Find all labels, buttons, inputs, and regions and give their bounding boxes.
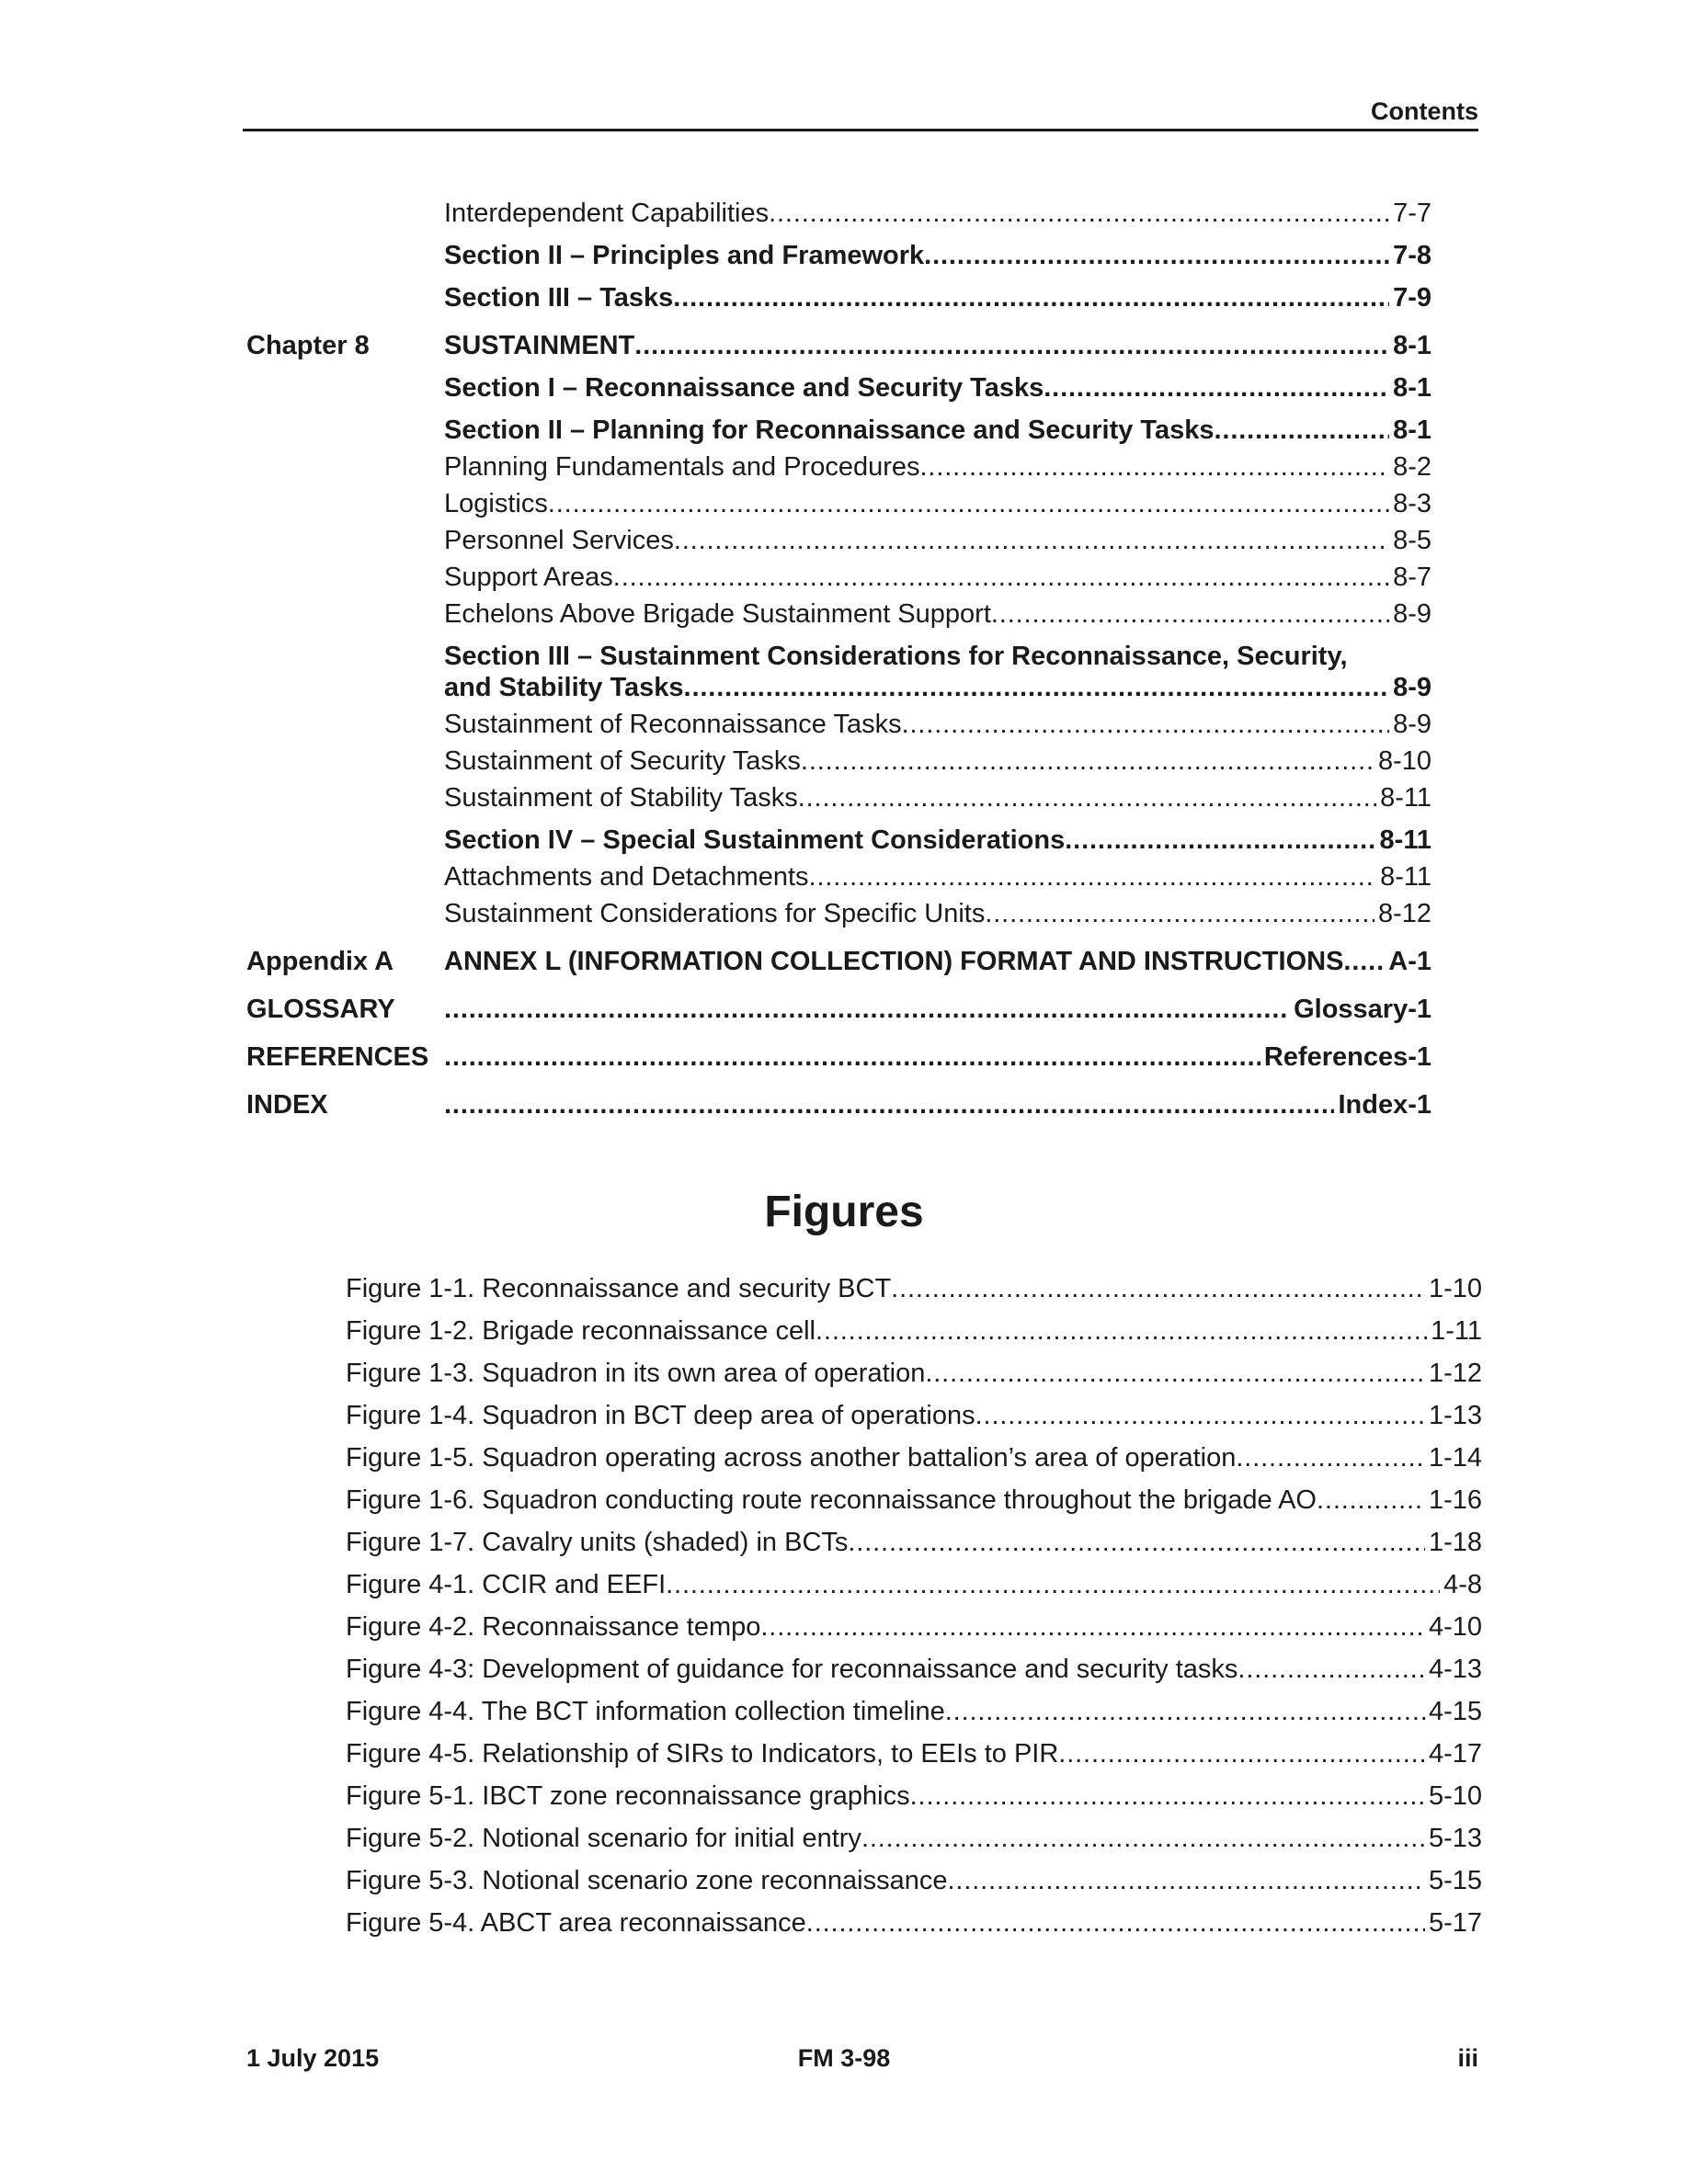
toc-entry[interactable] xyxy=(0,1041,1688,1074)
figure-entry-title: Figure 1-4. Squadron in BCT deep area of operations xyxy=(346,1401,975,1430)
figure-entry-page: 1-10 xyxy=(1428,1274,1482,1303)
toc-entry-title: Sustainment of Stability Tasks xyxy=(444,783,798,813)
figure-entry-title: Figure 4-3: Development of guidance for reconnaissance and security tasks xyxy=(346,1655,1238,1684)
figures-heading: Figures xyxy=(764,1188,924,1236)
leader-dots xyxy=(444,1088,1334,1121)
figure-entry[interactable] xyxy=(0,1484,1688,1517)
toc-entry[interactable] xyxy=(0,371,1688,404)
figure-entry-page: 1-11 xyxy=(1431,1316,1482,1346)
toc-entry-page: 8-11 xyxy=(1380,783,1431,813)
leader-dots xyxy=(809,860,1377,893)
leader-dots xyxy=(444,1041,1260,1074)
figure-entry-page: 1-12 xyxy=(1428,1359,1482,1388)
toc-entry-page: 8-10 xyxy=(1377,746,1431,776)
figure-entry[interactable] xyxy=(0,1568,1688,1601)
toc-entry-title: Sustainment of Reconnaissance Tasks xyxy=(444,710,902,739)
toc-entry[interactable] xyxy=(0,708,1688,741)
leader-dots xyxy=(891,1272,1425,1305)
figure-entry[interactable] xyxy=(0,1357,1688,1390)
figure-entry-page: 5-15 xyxy=(1428,1866,1482,1895)
toc-entry-page: 8-1 xyxy=(1393,373,1431,403)
toc-entry-title: Sustainment Considerations for Specific Units xyxy=(444,899,986,928)
toc-entry-page: 8-5 xyxy=(1393,526,1431,555)
figure-entry[interactable] xyxy=(0,1272,1688,1305)
figure-entry-title: Figure 1-1. Reconnaissance and security BCT xyxy=(346,1274,892,1303)
leader-dots xyxy=(947,1864,1424,1897)
toc-entry-title: Interdependent Capabilities xyxy=(444,199,770,228)
leader-dots xyxy=(991,597,1389,631)
toc-entry-title: Support Areas xyxy=(444,563,613,592)
figure-entry[interactable] xyxy=(0,1822,1688,1855)
toc-entry-label: Chapter 8 xyxy=(246,331,370,360)
toc-entry[interactable] xyxy=(0,414,1688,447)
figure-entry[interactable] xyxy=(0,1737,1688,1770)
figure-entry-page: 5-10 xyxy=(1428,1781,1482,1811)
leader-dots xyxy=(769,197,1389,230)
leader-dots xyxy=(674,524,1389,557)
toc-entry-label: GLOSSARY xyxy=(246,995,395,1024)
toc-entry-title-line1: Section III – Sustainment Considerations for Reconnaissance, Security, xyxy=(444,642,1348,671)
figure-entry[interactable] xyxy=(0,1906,1688,1939)
toc-entry-page: 8-9 xyxy=(1393,710,1431,739)
figure-entry-page: 1-18 xyxy=(1428,1528,1482,1557)
leader-dots xyxy=(975,1399,1425,1432)
leader-dots xyxy=(1065,824,1375,857)
figure-entry[interactable] xyxy=(0,1441,1688,1474)
figure-entry-title: Figure 4-1. CCIR and EEFI xyxy=(346,1570,667,1599)
toc-entry[interactable] xyxy=(0,993,1688,1026)
figure-entry-page: 4-10 xyxy=(1428,1612,1482,1642)
leader-dots xyxy=(444,993,1290,1026)
leader-dots xyxy=(666,1568,1440,1601)
leader-dots xyxy=(924,239,1389,272)
figure-entry-page: 4-13 xyxy=(1428,1655,1482,1684)
leader-dots xyxy=(945,1695,1425,1728)
toc-entry[interactable] xyxy=(0,524,1688,557)
toc-entry[interactable] xyxy=(0,239,1688,272)
leader-dots xyxy=(673,281,1389,314)
toc-entry[interactable] xyxy=(0,487,1688,520)
figure-entry-title: Figure 5-4. ABCT area reconnaissance xyxy=(346,1908,806,1938)
toc-entry-title: Section II – Planning for Reconnaissance and Security Tasks xyxy=(444,415,1215,445)
figure-entry[interactable] xyxy=(0,1314,1688,1348)
figure-entry[interactable] xyxy=(0,1399,1688,1432)
leader-dots xyxy=(760,1610,1425,1644)
toc-entry[interactable] xyxy=(0,897,1688,930)
leader-dots xyxy=(684,671,1390,704)
toc-entry-label: INDEX xyxy=(246,1090,328,1120)
toc-entry-title: Personnel Services xyxy=(444,526,674,555)
toc-entry[interactable] xyxy=(0,1088,1688,1121)
toc-entry-label: Appendix A xyxy=(246,947,394,976)
leader-dots xyxy=(613,561,1389,594)
leader-dots xyxy=(634,329,1389,362)
toc-entry-title: Section I – Reconnaissance and Security Tasks xyxy=(444,373,1044,403)
figure-entry-title: Figure 5-3. Notional scenario zone reconnaissance xyxy=(346,1866,948,1895)
figure-entry-page: 1-16 xyxy=(1428,1485,1482,1515)
figure-entry-title: Figure 5-2. Notional scenario for initial entry xyxy=(346,1824,861,1853)
running-head: Contents xyxy=(1371,97,1478,125)
figure-entry-page: 5-13 xyxy=(1428,1824,1482,1853)
toc-entry-page: 7-7 xyxy=(1393,199,1431,228)
leader-dots xyxy=(548,487,1389,520)
toc-entry-page: 8-11 xyxy=(1380,862,1431,892)
figure-entry[interactable] xyxy=(0,1526,1688,1559)
toc-entry-page: 8-9 xyxy=(1393,673,1431,702)
toc-entry-title: Section IV – Special Sustainment Considerations xyxy=(444,825,1066,855)
leader-dots xyxy=(1343,945,1385,978)
toc-entry-page: 8-7 xyxy=(1393,563,1431,592)
leader-dots xyxy=(806,1906,1425,1939)
leader-dots xyxy=(925,1357,1425,1390)
figure-entry-title: Figure 4-2. Reconnaissance tempo xyxy=(346,1612,761,1642)
leader-dots xyxy=(848,1526,1425,1559)
toc-entry-page: References-1 xyxy=(1263,1042,1431,1072)
figure-entry[interactable] xyxy=(0,1610,1688,1644)
figure-entry-title: Figure 1-3. Squadron in its own area of operation xyxy=(346,1359,926,1388)
toc-entry-title: Section III – Tasks xyxy=(444,283,674,313)
toc-entry-page: 8-1 xyxy=(1393,331,1431,360)
leader-dots xyxy=(985,897,1374,930)
toc-entry-page: Index-1 xyxy=(1338,1090,1431,1120)
toc-entry-title: SUSTAINMENT xyxy=(444,331,635,360)
leader-dots xyxy=(902,708,1390,741)
toc-entry-page: 8-1 xyxy=(1393,415,1431,445)
toc-entry-title-line2: and Stability Tasks xyxy=(444,673,684,702)
figure-entry[interactable] xyxy=(0,1780,1688,1813)
toc-entry-title: Attachments and Detachments xyxy=(444,862,809,892)
leader-dots xyxy=(1044,371,1389,404)
toc-entry-title: Section II – Principles and Framework xyxy=(444,241,925,270)
leader-dots xyxy=(801,745,1374,778)
leader-dots xyxy=(1058,1737,1425,1770)
leader-dots xyxy=(798,781,1376,814)
toc-entry-title: Logistics xyxy=(444,489,548,518)
figure-entry-title: Figure 1-6. Squadron conducting route reconnaissance throughout the brigade AO xyxy=(346,1485,1317,1515)
toc-entry-page: 8-3 xyxy=(1393,489,1431,518)
toc-entry[interactable] xyxy=(0,945,1688,978)
toc-entry-page: Glossary-1 xyxy=(1294,995,1431,1024)
toc-entry[interactable] xyxy=(0,450,1688,483)
toc-entry-page: A-1 xyxy=(1388,947,1431,976)
toc-entry-page: 7-9 xyxy=(1393,283,1431,313)
figure-entry[interactable] xyxy=(0,1864,1688,1897)
leader-dots xyxy=(815,1314,1427,1348)
leader-dots xyxy=(1215,414,1390,447)
figure-entry[interactable] xyxy=(0,1695,1688,1728)
toc-entry[interactable] xyxy=(0,745,1688,778)
toc-entry-page: 7-8 xyxy=(1393,241,1431,270)
footer-publication: FM 3-98 xyxy=(797,2044,891,2072)
toc-entry[interactable] xyxy=(0,561,1688,594)
leader-dots xyxy=(1236,1441,1425,1474)
toc-entry[interactable] xyxy=(0,860,1688,893)
toc-entry[interactable] xyxy=(0,329,1688,362)
leader-dots xyxy=(1237,1653,1425,1686)
figure-entry-page: 4-17 xyxy=(1428,1739,1482,1769)
figure-entry-page: 4-15 xyxy=(1428,1697,1482,1726)
toc-entry-page: 8-12 xyxy=(1377,899,1431,928)
toc-entry-title: Sustainment of Security Tasks xyxy=(444,746,801,776)
toc-entry[interactable] xyxy=(0,197,1688,230)
header-rule xyxy=(243,129,1478,131)
leader-dots xyxy=(861,1822,1425,1855)
figure-entry-title: Figure 4-4. The BCT information collection timeline xyxy=(346,1697,945,1726)
leader-dots xyxy=(910,1780,1425,1813)
toc-entry-title: Planning Fundamentals and Procedures xyxy=(444,452,920,482)
toc-entry-page: 8-11 xyxy=(1379,825,1431,855)
figure-entry-title: Figure 1-7. Cavalry units (shaded) in BCTs xyxy=(346,1528,849,1557)
toc-entry[interactable] xyxy=(0,281,1688,314)
toc-entry-title: Echelons Above Brigade Sustainment Support xyxy=(444,599,991,629)
figure-entry-page: 1-14 xyxy=(1428,1443,1482,1473)
figure-entry-title: Figure 5-1. IBCT zone reconnaissance graphics xyxy=(346,1781,910,1811)
leader-dots xyxy=(920,450,1390,483)
toc-entry[interactable] xyxy=(0,824,1688,857)
toc-entry[interactable] xyxy=(0,597,1688,631)
toc-entry-page: 8-9 xyxy=(1393,599,1431,629)
figure-entry[interactable] xyxy=(0,1653,1688,1686)
figure-entry-page: 1-13 xyxy=(1428,1401,1482,1430)
leader-dots xyxy=(1317,1484,1425,1517)
toc-entry-label: REFERENCES xyxy=(246,1042,429,1072)
figure-entry-title: Figure 4-5. Relationship of SIRs to Indicators, to EEIs to PIR xyxy=(346,1739,1059,1769)
toc-entry[interactable] xyxy=(0,781,1688,814)
toc-entry[interactable] xyxy=(0,640,1688,706)
figure-entry-page: 5-17 xyxy=(1428,1908,1482,1938)
footer-date: 1 July 2015 xyxy=(246,2044,380,2072)
figure-entry-title: Figure 1-5. Squadron operating across another battalion’s area of operation xyxy=(346,1443,1237,1473)
toc-entry-title: ANNEX L (INFORMATION COLLECTION) FORMAT AND INSTRUCTIONS xyxy=(444,947,1344,976)
footer-page-number: iii xyxy=(1457,2044,1478,2072)
toc-entry-page: 8-2 xyxy=(1393,452,1431,482)
figure-entry-page: 4-8 xyxy=(1443,1570,1482,1599)
figure-entry-title: Figure 1-2. Brigade reconnaissance cell xyxy=(346,1316,815,1346)
